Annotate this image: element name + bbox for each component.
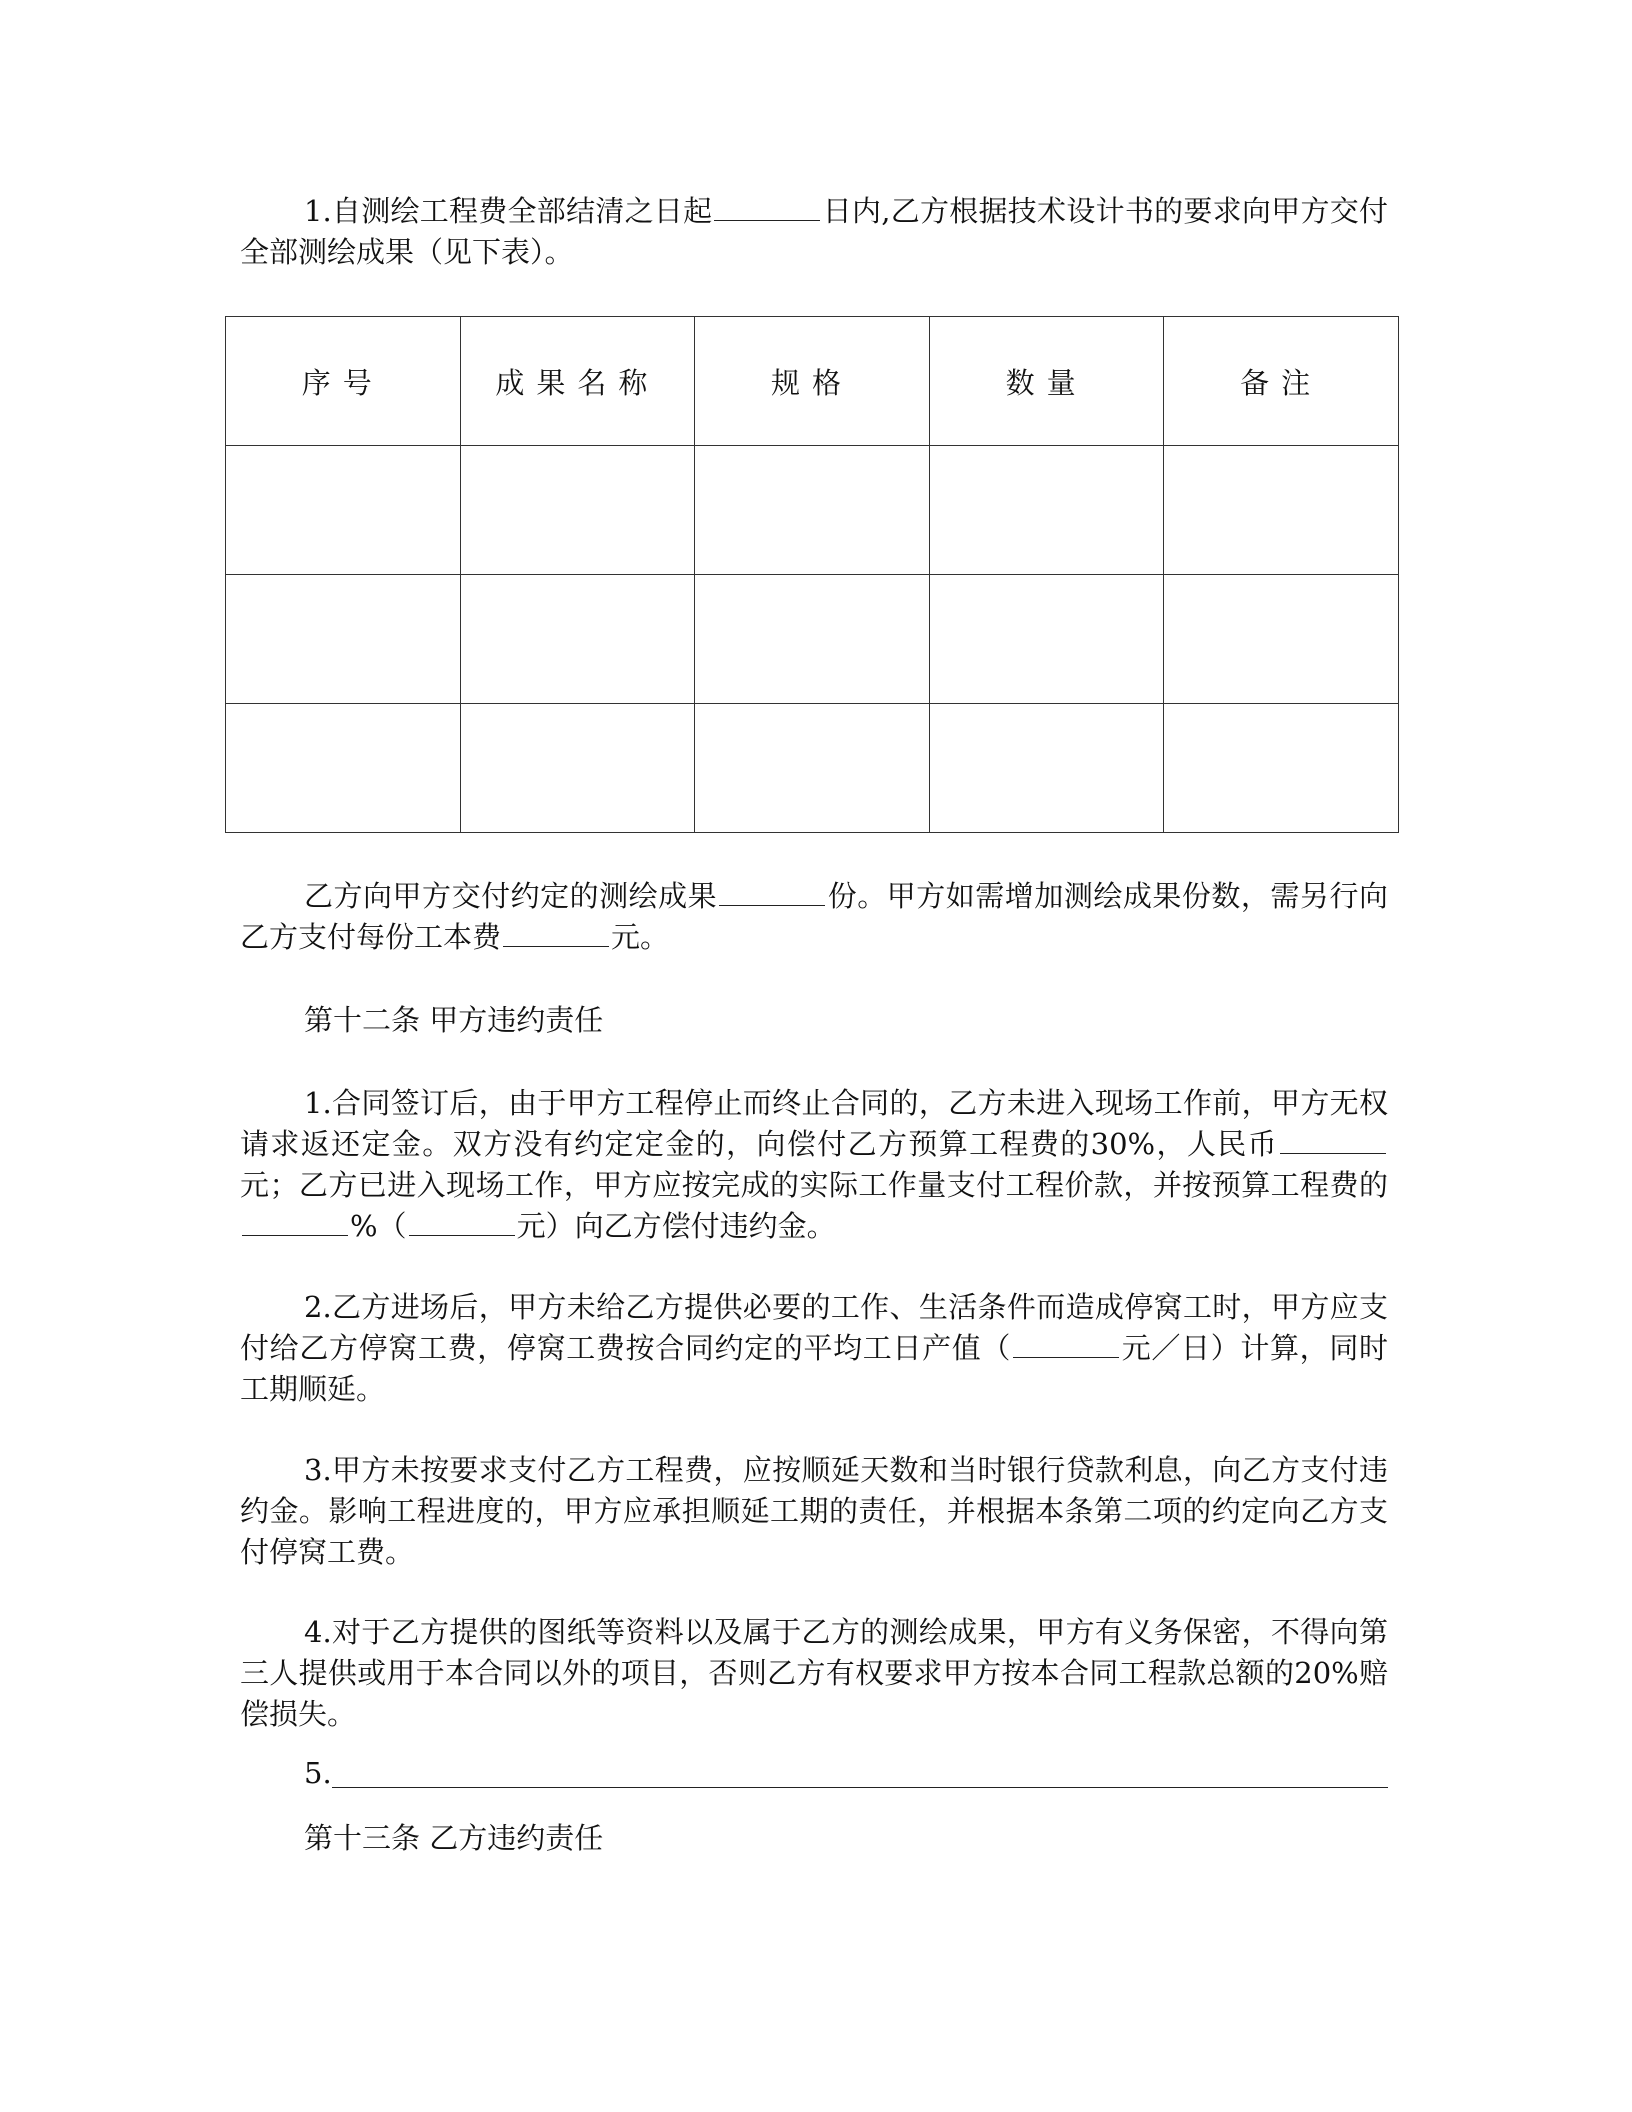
fee-blank bbox=[503, 918, 609, 947]
item2-text-b: 元／日）计算，同时工期顺延。 bbox=[240, 1331, 1388, 1406]
header-quantity: 数量 bbox=[929, 317, 1164, 446]
copies-clause-text-b: 份。甲方如需增加测绘成果份数，需另行向乙方支付每份工本费 bbox=[240, 879, 1388, 954]
header-index: 序号 bbox=[226, 317, 461, 446]
item1-text-a: 1.合同签订后，由于甲方工程停止而终止合同的，乙方未进入现场工作前，甲方无权请求返还定金。双方没有约定定金的，向偿付乙方预算工程费的30%，人民币 bbox=[240, 1086, 1388, 1161]
article-12-heading: 第十二条 甲方违约责任 bbox=[304, 1003, 604, 1037]
item-5-blank-line bbox=[332, 1787, 1388, 1788]
table-cell bbox=[460, 575, 695, 704]
article-12-item-5: 5. bbox=[304, 1756, 332, 1790]
item1-text-c: %（ bbox=[350, 1209, 407, 1243]
rmb-blank bbox=[1280, 1125, 1386, 1154]
article-13-heading: 第十三条 乙方违约责任 bbox=[304, 1821, 604, 1855]
table-cell bbox=[226, 704, 461, 833]
table-row bbox=[226, 575, 1399, 704]
daily-output-blank bbox=[1013, 1329, 1119, 1358]
delivery-clause bbox=[240, 191, 1388, 273]
copies-clause-text-a: 乙方向甲方交付约定的测绘成果 bbox=[304, 879, 718, 913]
item1-text-b: 元；乙方已进入现场工作，甲方应按完成的实际工作量支付工程价款，并按预算工程费的 bbox=[240, 1168, 1388, 1202]
percent-blank bbox=[242, 1207, 348, 1236]
penalty-amount-blank bbox=[409, 1207, 515, 1236]
article-12-item-2 bbox=[240, 1287, 1388, 1410]
item2-text-a: 2.乙方进场后，甲方未给乙方提供必要的工作、生活条件而造成停窝工时，甲方应支付给乙方停窝工费，停窝工费按合同约定的平均工日产值（ bbox=[240, 1290, 1388, 1365]
delivery-clause-text-b: 日内,乙方根据技术设计书的要求向甲方交付全部测绘成果（见下表）。 bbox=[240, 194, 1388, 269]
table-cell bbox=[1164, 704, 1399, 833]
table-row bbox=[226, 446, 1399, 575]
article-12-item-1 bbox=[240, 1083, 1388, 1247]
results-table bbox=[225, 316, 1399, 833]
table-cell bbox=[1164, 446, 1399, 575]
table-header-row bbox=[226, 317, 1399, 446]
table-cell bbox=[929, 704, 1164, 833]
table-cell bbox=[695, 575, 930, 704]
article-12-item-4: 4.对于乙方提供的图纸等资料以及属于乙方的测绘成果，甲方有义务保密，不得向第三人提供或用于本合同以外的项目，否则乙方有权要求甲方按本合同工程款总额的20%赔偿损失。 bbox=[240, 1615, 1388, 1731]
table-row bbox=[226, 704, 1399, 833]
table-cell bbox=[695, 704, 930, 833]
copies-clause-text-c: 元。 bbox=[611, 920, 670, 954]
delivery-clause-text-a: 1.自测绘工程费全部结清之日起 bbox=[304, 194, 713, 228]
table-cell bbox=[929, 446, 1164, 575]
table-cell bbox=[226, 575, 461, 704]
header-spec: 规格 bbox=[695, 317, 930, 446]
table-cell bbox=[695, 446, 930, 575]
article-12-item-3: 3.甲方未按要求支付乙方工程费，应按顺延天数和当时银行贷款利息，向乙方支付违约金。影响工程进度的，甲方应承担顺延工期的责任，并根据本条第二项的约定向乙方支付停窝工费。 bbox=[240, 1453, 1388, 1569]
copies-blank bbox=[719, 877, 825, 906]
table-cell bbox=[226, 446, 461, 575]
copies-clause bbox=[240, 876, 1388, 958]
table-cell bbox=[1164, 575, 1399, 704]
header-remarks: 备注 bbox=[1164, 317, 1399, 446]
header-result-name: 成果名称 bbox=[460, 317, 695, 446]
days-blank bbox=[714, 192, 820, 221]
table-cell bbox=[460, 704, 695, 833]
table-cell bbox=[460, 446, 695, 575]
item1-text-d: 元）向乙方偿付违约金。 bbox=[516, 1209, 836, 1243]
table-cell bbox=[929, 575, 1164, 704]
